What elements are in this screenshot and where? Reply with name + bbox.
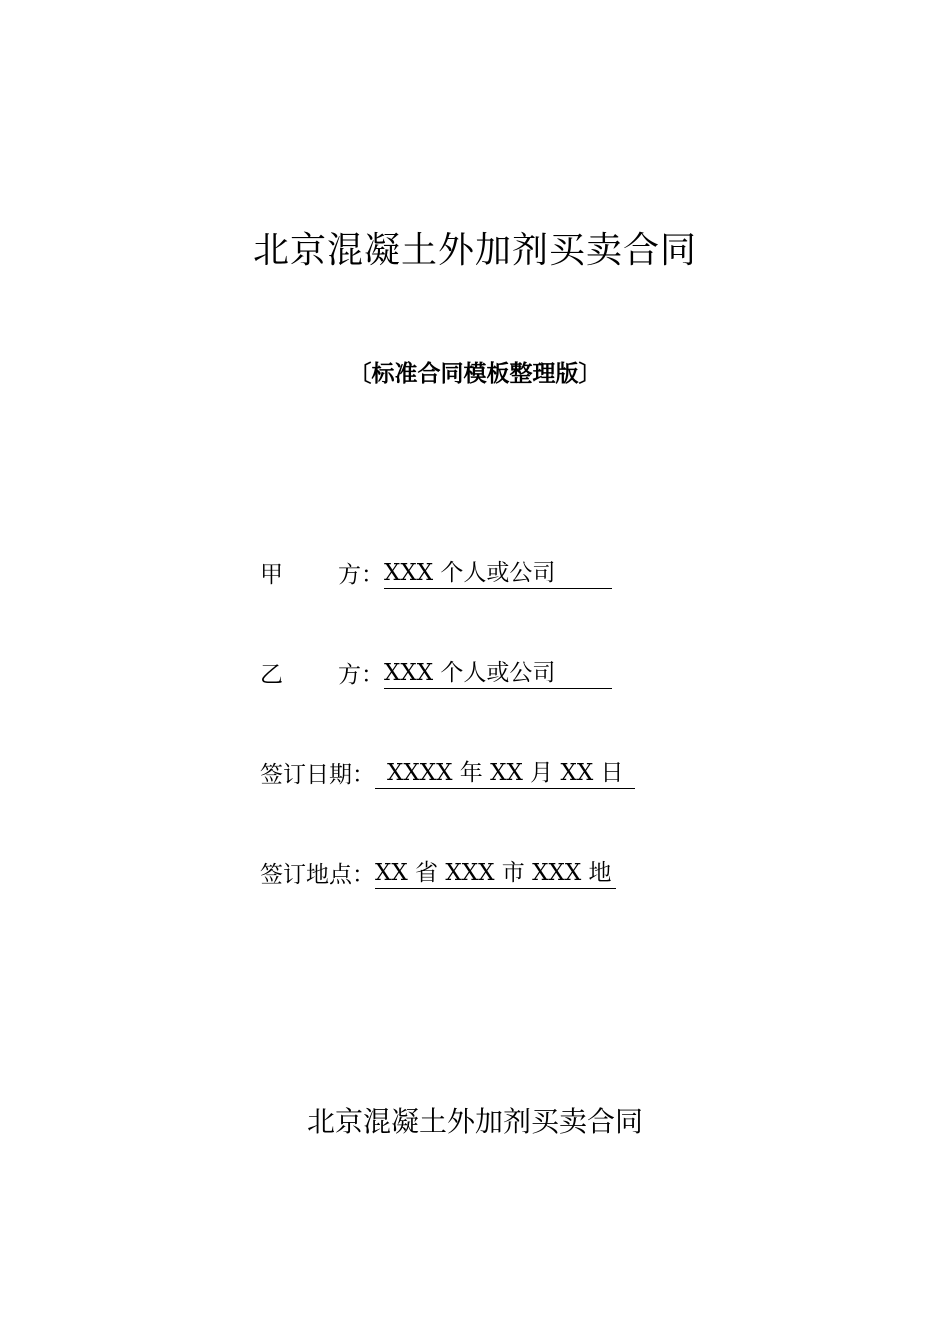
signing-place-field [260,858,616,892]
signing-place-label: 签订地点： [260,862,375,888]
party-b-label: 乙 方： [260,662,384,688]
document-subtitle: 〔标准合同模板整理版〕 [348,360,602,387]
signing-place-value: XX 省 XXX 市 XXX 地 [375,858,616,889]
footer-title: 北京混凝土外加剂买卖合同 [306,1105,643,1138]
party-a-field [260,558,612,592]
party-a-label: 甲 方： [260,562,384,588]
party-a-value: XXX 个人或公司 [384,558,612,589]
signing-date-value: XXXX 年 XX 月 XX 日 [375,758,635,789]
signing-date-field [260,758,635,792]
party-b-value: XXX 个人或公司 [384,658,612,689]
party-b-field [260,658,612,692]
signing-date-label: 签订日期： [260,762,375,788]
document-title: 北京混凝土外加剂买卖合同 [252,230,697,271]
